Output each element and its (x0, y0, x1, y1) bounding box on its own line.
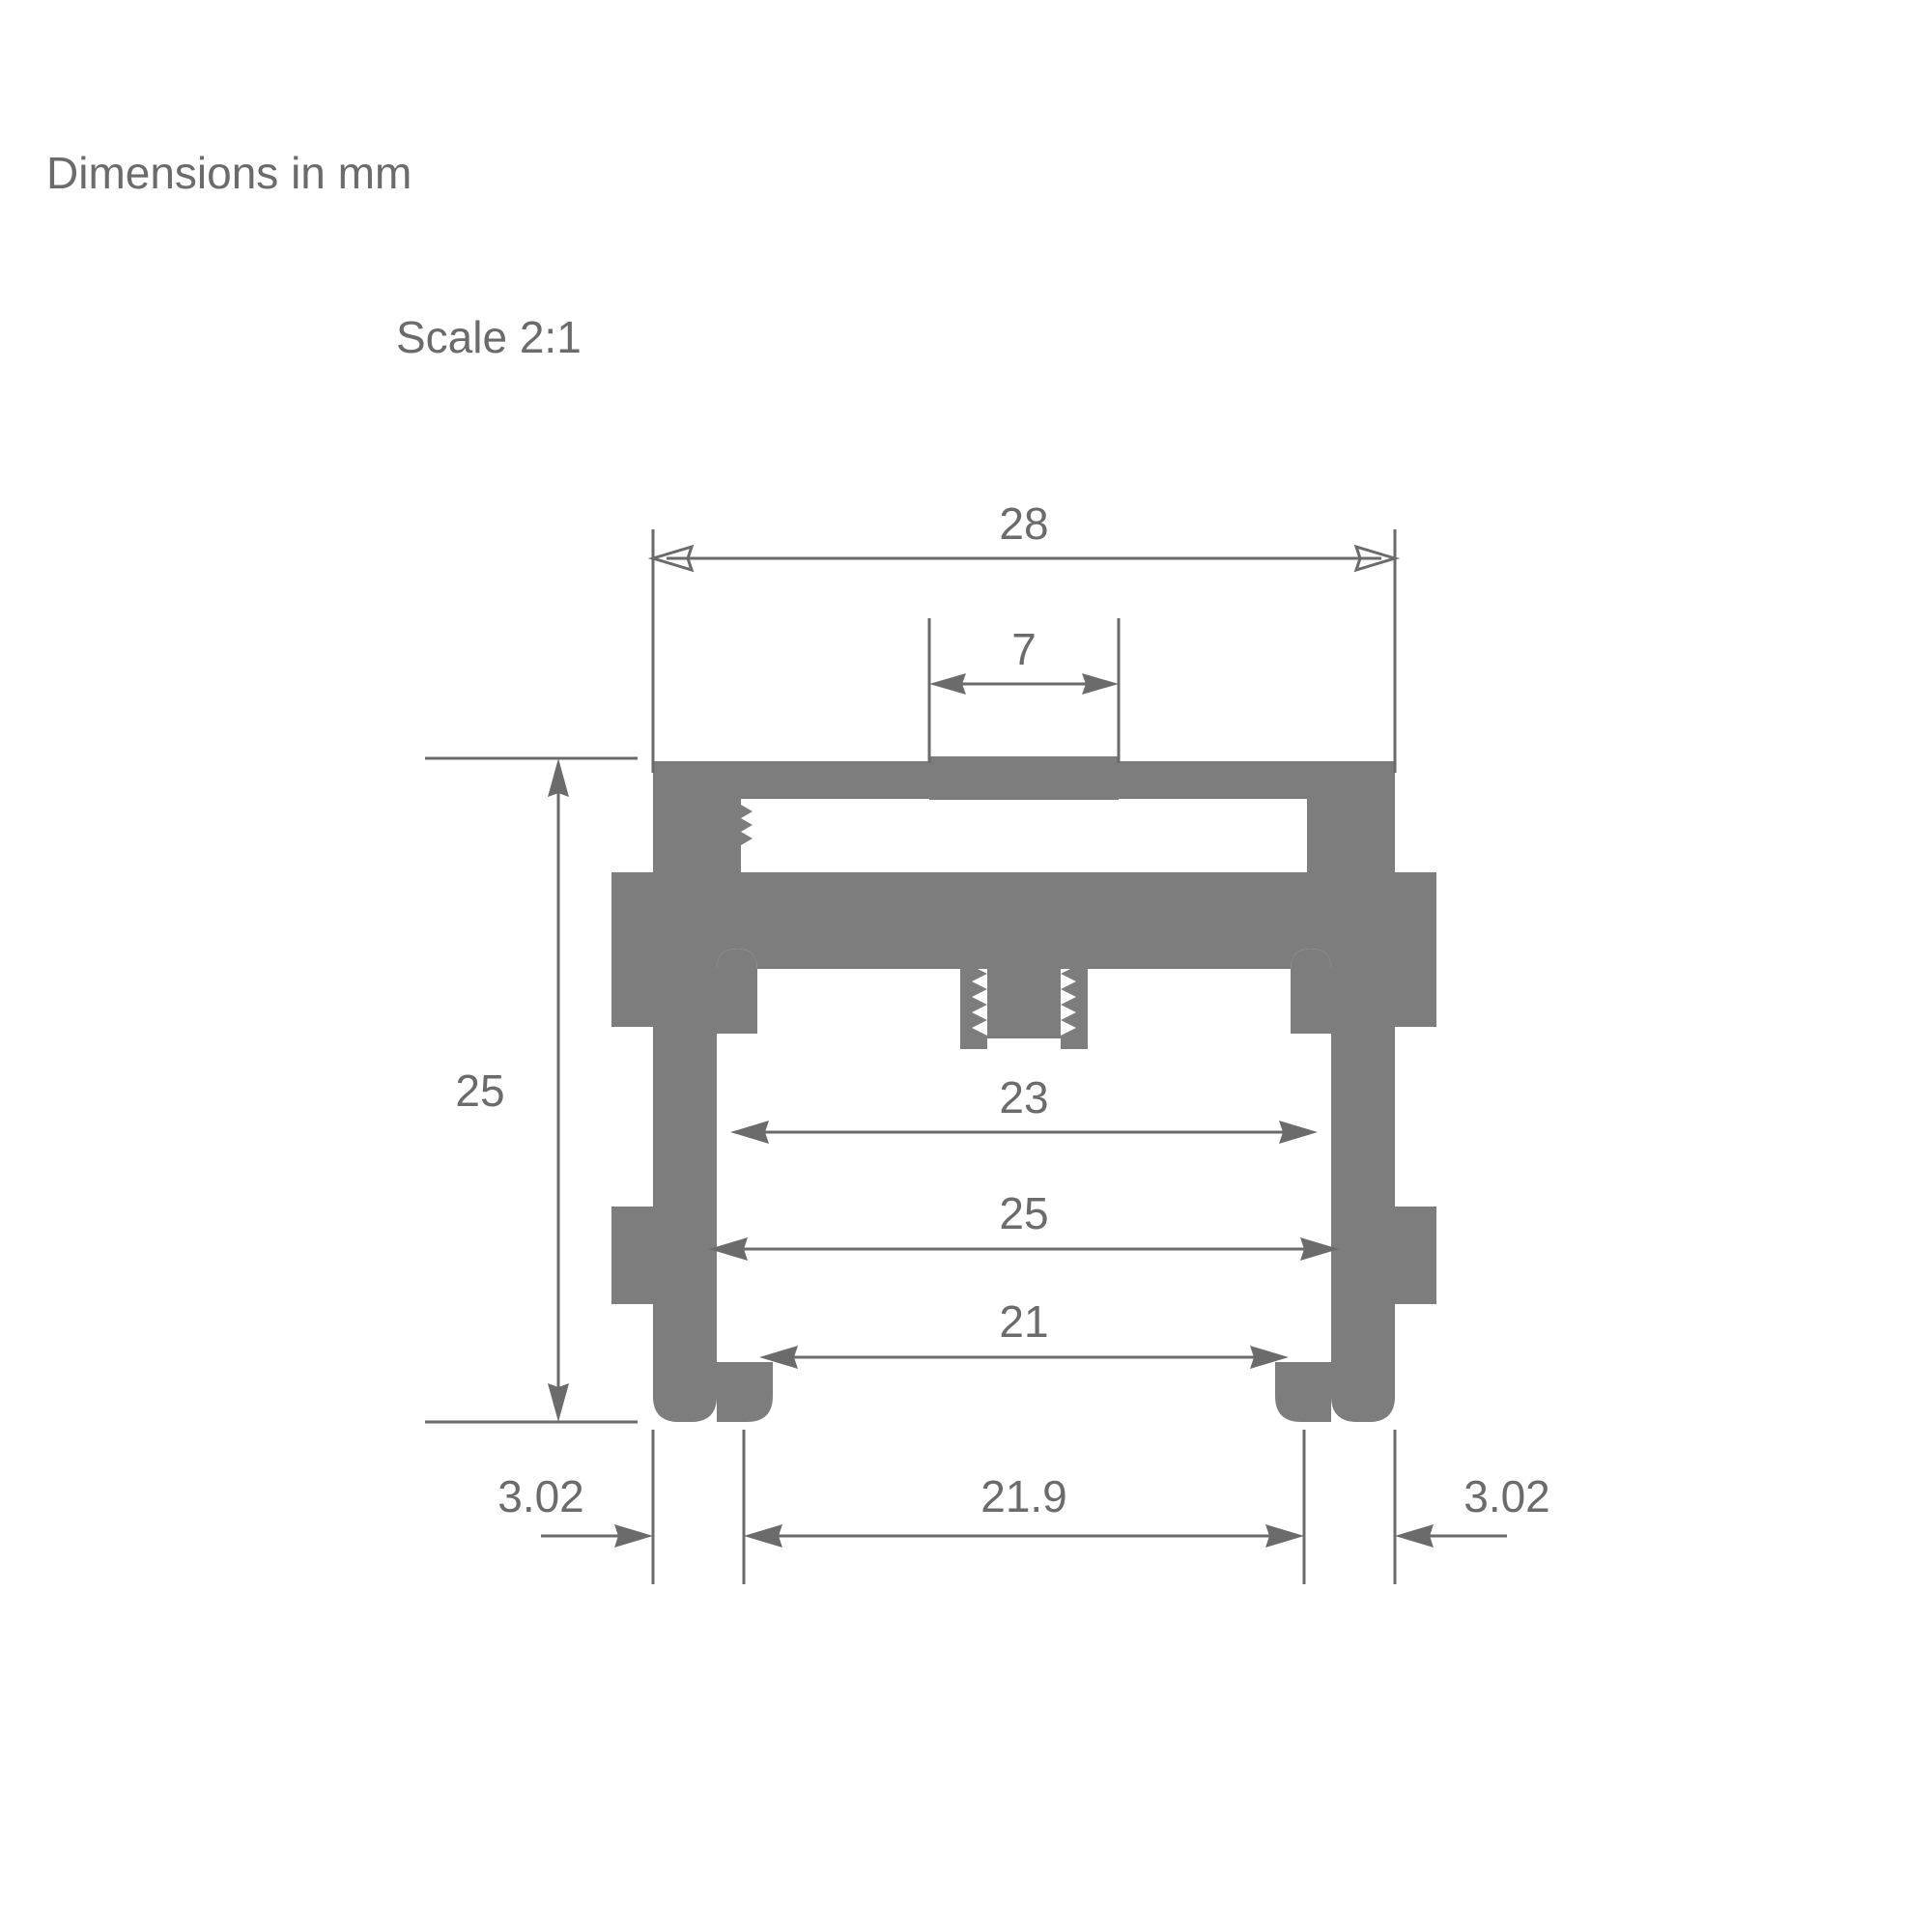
dim-label-7: 7 (1011, 624, 1037, 674)
dim-label-25-height: 25 (455, 1065, 505, 1116)
dim-label-3-02-right: 3.02 (1463, 1471, 1550, 1521)
dim-label-23: 23 (999, 1072, 1049, 1122)
note-scale: Scale 2:1 (396, 312, 582, 362)
dim-label-25-inner: 25 (999, 1188, 1049, 1238)
note-dimensions-unit: Dimensions in mm (46, 148, 412, 198)
dimension-bottom-chain (497, 1430, 1550, 1584)
dim-label-21-9: 21.9 (980, 1471, 1067, 1521)
dim-label-21: 21 (999, 1296, 1049, 1347)
dimension-overall-height (425, 758, 638, 1422)
dim-label-28: 28 (999, 498, 1049, 549)
dim-label-3-02-left: 3.02 (497, 1471, 584, 1521)
